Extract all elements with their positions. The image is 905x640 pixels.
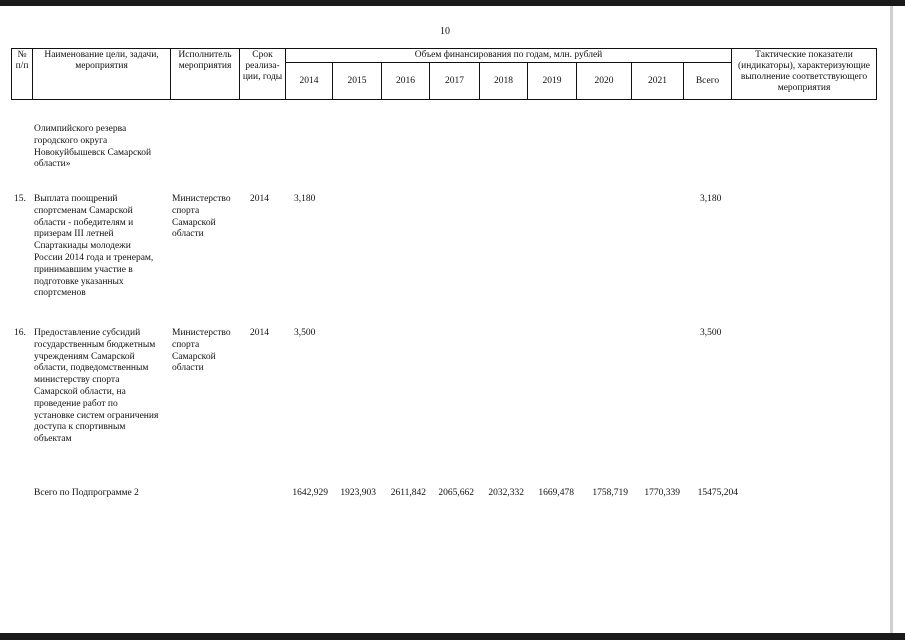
total-row-label: Всего по Подпрограмме 2 [34, 488, 139, 498]
total-value-2015: 1923,903 [340, 488, 376, 498]
row-16-name: Предоставление субсидий государственным бюджетным учреждениям Самарской области, подведомственным министерству спорта Самарской области, на проведение работ по установке систем ограничения доступа к спортивным объектам [34, 328, 159, 445]
row-16-executor: Министерство спорта Самарской области [172, 328, 231, 374]
header-year-2014: 2014 [286, 63, 333, 100]
total-value-2021: 1770,339 [644, 488, 680, 498]
row-15-number: 15. [14, 194, 26, 204]
total-value-2014: 1642,929 [292, 488, 328, 498]
continuation-text: Олимпийского резерва городского округа Новокуйбышевск Самарской области» [34, 124, 152, 170]
header-year-2017: 2017 [430, 63, 480, 100]
total-value-2020: 1758,719 [592, 488, 628, 498]
row-15-total: 3,180 [700, 194, 722, 204]
scan-bottom-border [0, 633, 905, 640]
header-year-2019: 2019 [528, 63, 577, 100]
header-executor: Исполнитель мероприятия [171, 49, 240, 100]
header-year-2018: 2018 [480, 63, 528, 100]
row-16-number: 16. [14, 328, 26, 338]
header-name: Наименование цели, задачи, мероприятия [33, 49, 171, 100]
row-15-executor: Министерство спорта Самарской области [172, 194, 231, 240]
header-number: № п/п [12, 49, 33, 100]
row-16-term: 2014 [250, 328, 269, 338]
scan-right-edge [890, 6, 893, 633]
total-value-sum: 15475,204 [697, 488, 738, 498]
header-term: Срок реализа-ции, годы [240, 49, 286, 100]
header-funding: Объем финансирования по годам, млн. рублей [286, 49, 732, 63]
row-15-term: 2014 [250, 194, 269, 204]
header-year-2016: 2016 [382, 63, 430, 100]
total-value-2018: 2032,332 [488, 488, 524, 498]
total-value-2016: 2611,842 [390, 488, 426, 498]
header-year-total: Всего [684, 63, 732, 100]
header-year-2020: 2020 [577, 63, 632, 100]
header-indicators: Тактические показатели (индикаторы), характеризующие выполнение соответствующего мероприятия [732, 49, 877, 100]
scan-top-border [0, 0, 905, 6]
row-16-value-2014: 3,500 [294, 328, 316, 338]
row-15-name: Выплата поощрений спортсменам Самарской области - победителям и призерам III летней Спартакиады молодежи России 2014 года и тренерам, принимавшим участие в подготовке указанных спортсменов [34, 194, 154, 299]
header-year-2021: 2021 [632, 63, 684, 100]
page-number: 10 [440, 26, 450, 37]
row-15-value-2014: 3,180 [294, 194, 316, 204]
total-value-2017: 2065,662 [438, 488, 474, 498]
header-year-2015: 2015 [333, 63, 382, 100]
table-header [11, 48, 877, 100]
total-value-2019: 1669,478 [538, 488, 574, 498]
row-16-total: 3,500 [700, 328, 722, 338]
